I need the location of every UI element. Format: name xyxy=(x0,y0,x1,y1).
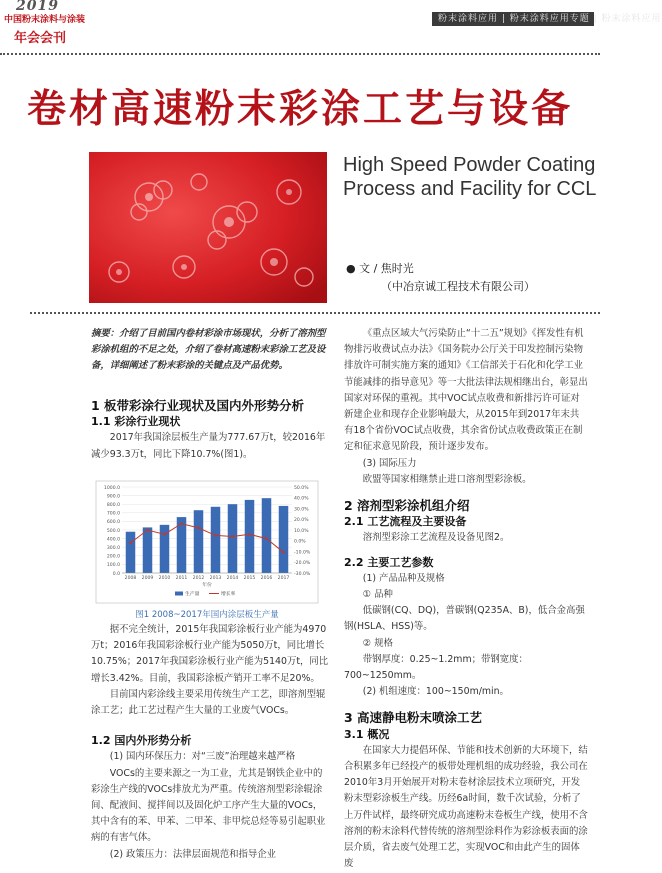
affiliation: （中冶京诚工程技术有限公司） xyxy=(381,280,535,293)
left-column-top xyxy=(91,398,331,463)
figure-1-chart xyxy=(96,481,318,603)
hero-image xyxy=(89,152,327,303)
legend-bar-swatch xyxy=(175,592,183,596)
y2-tick-label: 50.0% xyxy=(294,485,309,491)
bar xyxy=(143,527,153,573)
y2-tick-label: -20.0% xyxy=(294,561,311,567)
paragraph: VOCs的主要来源之一为工业，尤其是钢铁企业中的彩涂生产线的VOCs排放尤为严重。传统溶剂型彩涂辊涂间、配液间、搅拌间以及固化炉工序产生大量的VOCs，其中含有的苯、甲苯、二甲苯、非甲烷总烃等易引起职业病的有害气体。 xyxy=(91,767,326,844)
y-tick-label: 700.0 xyxy=(106,511,120,517)
x-tick-label: 2014 xyxy=(226,576,239,581)
legend-label: 增长率 xyxy=(221,592,236,597)
y-tick-label: 300.0 xyxy=(106,546,120,551)
y-tick-label: 200.0 xyxy=(106,554,120,560)
paragraph: 目前国内彩涂线主要采用传统生产工艺，即溶剂型辊涂工艺；此工艺过程产生大量的工业废气VOCs。 xyxy=(91,688,326,717)
bar xyxy=(262,498,272,573)
section-2-heading: 2 溶剂型彩涂机组介绍 xyxy=(344,498,470,514)
x-tick-label: 2011 xyxy=(175,576,188,581)
paragraph: (1) 国内环保压力：对“三废”治理越来越严格 xyxy=(109,751,296,763)
conference-badge xyxy=(0,0,92,48)
y2-tick-label: 30.0% xyxy=(294,507,309,513)
line-point xyxy=(146,529,149,532)
english-title xyxy=(343,153,596,201)
paragraph: (3) 国际压力 xyxy=(362,457,417,469)
section-1-1-heading: 1.1 彩涂行业现状 xyxy=(91,415,181,429)
y-tick-label: 100.0 xyxy=(106,563,120,569)
x-axis-label: 年份 xyxy=(202,583,212,588)
y-tick-label: 0.0 xyxy=(112,571,120,577)
left-column-bottom xyxy=(91,622,331,863)
x-tick-label: 2017 xyxy=(277,576,290,581)
x-tick-label: 2016 xyxy=(260,576,273,581)
paragraph: 《重点区域大气污染防止“十二五”规划》《挥发性有机物排污收费试点办法》《国务院办公厅关于印发控制污染物排放许可制实施方案的通知》《工信部关于石化和化学工业节能减排的指导意见》等一大批法律法规相继出台，彰显出国家对环保的重视。其中VOC试点收费和新排污许可证对新建企业和现存企业影响最大，从2015年到2017年末共有18个省份VOC试点收费，其余省份试点收费政策正在制定和征求意见阶段，预计逐步发布。 xyxy=(344,328,588,453)
paragraph: 带钢厚度：0.25~1.2mm；带钢宽度：700~1250mm。 xyxy=(344,653,528,682)
author: ● 文 / 焦时光 xyxy=(346,262,414,275)
y2-tick-label: -30.0% xyxy=(294,571,311,577)
y2-tick-label: 0.0% xyxy=(294,539,306,545)
line-point xyxy=(129,542,132,545)
paragraph: 溶剂型彩涂工艺流程及设备见图2。 xyxy=(362,532,510,544)
paragraph: 2017年我国涂层板生产量为777.67万t，较2016年减少93.3万t，同比下降10.7%(图1)。 xyxy=(91,432,326,460)
paragraph: 据不完全统计，2015年我国彩涂板行业产能为4970万t；2016年我国彩涂板行业产能为5050万t，同比增长10.75%；2017年我国彩涂板行业产能为5140万t，同比增长3.42%。目前，我国彩涂板产销开工率不足20%。 xyxy=(91,624,329,684)
english-title-line2: Process and Facility for CCL xyxy=(343,178,597,200)
line-point xyxy=(180,522,183,525)
paragraph: ① 品种 xyxy=(362,589,393,601)
middle-divider xyxy=(30,312,600,314)
bar xyxy=(126,532,136,573)
y2-tick-label: 20.0% xyxy=(294,518,309,524)
line-point xyxy=(197,527,200,530)
section-tag: 粉末涂料应用 | 粉末涂料应用专题 | 粉末涂料应用 xyxy=(432,12,594,26)
figure-caption: 图1 2008~2017年国内涂层板生产量 xyxy=(135,610,279,620)
section-1-heading: 1 板带彩涂行业现状及国内外形势分析 xyxy=(91,398,305,413)
line-point xyxy=(231,535,234,538)
conference-year: 2019 xyxy=(16,0,59,14)
paragraph: 欧盟等国家相继禁止进口溶剂型彩涂板。 xyxy=(362,473,532,485)
bar xyxy=(245,500,255,573)
x-tick-label: 2008 xyxy=(124,576,137,581)
y2-tick-label: -10.0% xyxy=(294,550,311,556)
section-2-2-heading: 2.2 主要工艺参数 xyxy=(344,555,434,569)
bar xyxy=(211,507,221,573)
bar xyxy=(279,506,289,573)
x-tick-label: 2010 xyxy=(158,576,171,581)
line-point xyxy=(282,551,285,554)
paragraph: (2) 机组速度：100~150m/min。 xyxy=(362,686,509,698)
x-tick-label: 2012 xyxy=(192,576,205,581)
y-tick-label: 900.0 xyxy=(106,494,120,500)
top-divider xyxy=(0,53,600,55)
bar xyxy=(194,510,204,573)
article-title: 卷材高速粉末彩涂工艺与设备 xyxy=(26,87,573,132)
section-3-heading: 3 高速静电粉末喷涂工艺 xyxy=(344,710,483,726)
abstract: 摘要：介绍了目前国内卷材彩涂市场现状，分析了溶剂型彩涂机组的不足之处，介绍了卷材高速粉末彩涂工艺及设备，详细阐述了粉末彩涂的关键点及产品优势。 xyxy=(91,328,326,372)
paragraph: 低碳钢(CQ、DQ)，普碳钢(Q235A、B)，低合金高强钢(HSLA、HSS)等。 xyxy=(344,605,585,633)
section-3-1-heading: 3.1 概况 xyxy=(344,727,390,741)
x-tick-label: 2009 xyxy=(141,576,154,581)
y-tick-label: 600.0 xyxy=(106,520,120,526)
line-point xyxy=(214,534,217,537)
section-2-1-heading: 2.1 工艺流程及主要设备 xyxy=(344,515,467,529)
production-chart xyxy=(96,481,318,603)
conference-name: 中国粉末涂料与涂装 xyxy=(4,15,86,25)
paragraph: ② 规格 xyxy=(362,637,393,649)
line-point xyxy=(265,537,268,540)
y2-tick-label: 40.0% xyxy=(294,496,309,502)
y2-tick-label: 10.0% xyxy=(294,528,309,534)
english-title-line1: High Speed Powder Coating xyxy=(343,154,596,176)
paragraph: (2) 政策压力：法律层面规范和指导企业 xyxy=(109,848,277,860)
bar xyxy=(228,504,238,573)
y-tick-label: 800.0 xyxy=(106,503,120,508)
y-tick-label: 500.0 xyxy=(106,528,120,534)
y-tick-label: 1000.0 xyxy=(103,485,120,491)
line-point xyxy=(248,533,251,536)
x-tick-label: 2015 xyxy=(243,576,256,581)
paragraph: (1) 产品品种及规格 xyxy=(362,572,445,584)
legend-label: 生产量 xyxy=(185,592,200,597)
right-column xyxy=(344,326,588,873)
y-tick-label: 400.0 xyxy=(106,537,120,543)
paragraph: 在国家大力提倡环保、节能和技术创新的大环境下，结合积累多年已经投产的板带处理机组的成功经验，我公司在2010年3月开始展开对粉末卷材涂层技术立项研究，开发粉末型彩涂板生产线。历经6a时间，数千次试验，分析了上万件试样，最终研究成功高速粉末卷板生产线，使用不含溶剂的粉末涂料代替传统的溶剂型涂料作为彩涂板表面的涂层介质，省去废气处理工艺，实现VOC和由此产生的固体废 xyxy=(344,744,588,870)
section-1-2-heading: 1.2 国内外形势分析 xyxy=(91,734,192,748)
line-point xyxy=(163,533,166,536)
conference-journal: 年会会刊 xyxy=(14,31,67,46)
red-floral-image xyxy=(89,152,327,303)
x-tick-label: 2013 xyxy=(209,576,222,581)
